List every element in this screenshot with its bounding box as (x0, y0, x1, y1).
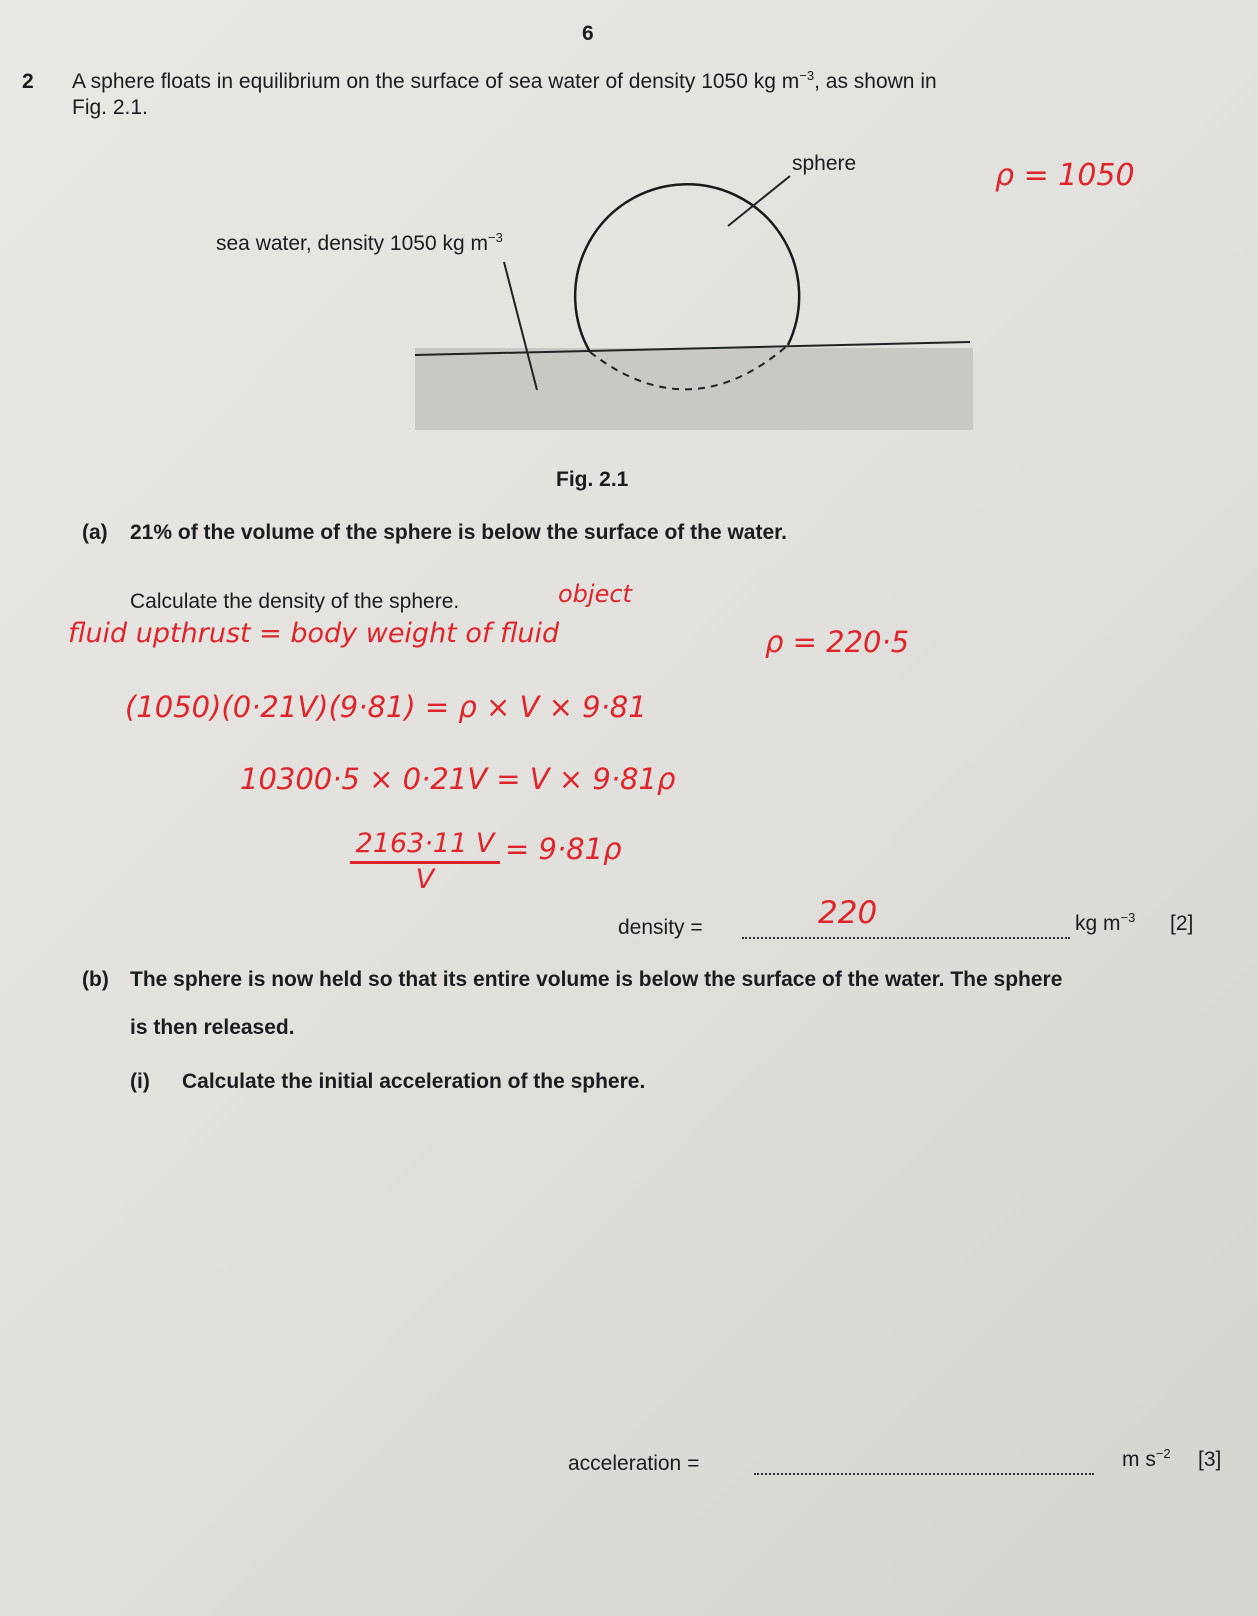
part-a-label: (a) (82, 521, 108, 544)
acceleration-unit (1122, 1448, 1171, 1472)
acceleration-answer-line[interactable] (754, 1471, 1094, 1475)
acceleration-answer-label: acceleration = (568, 1452, 700, 1475)
density-unit-exp: −3 (1120, 910, 1136, 925)
handwritten-line2: (1050)(0·21V)(9·81) = ρ × V × 9·81 (125, 690, 647, 724)
intro-text: A sphere floats in equilibrium on the surface of sea water of density (72, 70, 696, 93)
acceleration-unit-text: m s (1122, 1448, 1156, 1471)
figure-2-1 (0, 0, 1258, 460)
question-intro-line2: Fig. 2.1. (72, 96, 148, 119)
intro-density-exp: −3 (799, 68, 815, 83)
handwritten-line3: 10300·5 × 0·21V = V × 9·81ρ (240, 762, 676, 796)
sphere-label: sphere (792, 152, 857, 175)
handwritten-line4-rhs: = 9·81ρ (505, 832, 622, 866)
fraction-denominator: V (415, 864, 435, 895)
part-a-statement: 21% of the volume of the sphere is below the surface of the water. (130, 521, 787, 544)
sea-water-region (415, 348, 973, 430)
sea-water-label-exp: −3 (488, 230, 503, 245)
page-number: 6 (582, 22, 594, 45)
density-answer-label: density = (618, 916, 703, 939)
sea-water-label (216, 232, 503, 256)
part-a-instruction: Calculate the density of the sphere. (130, 590, 460, 613)
part-b-statement-line2: is then released. (130, 1016, 295, 1039)
handwritten-object: object (558, 580, 632, 608)
part-b-i-label: (i) (130, 1070, 150, 1093)
handwritten-line1: fluid upthrust = body weight of fluid (68, 618, 560, 649)
part-b-i-marks: [3] (1198, 1448, 1222, 1471)
acceleration-unit-exp: −2 (1155, 1446, 1171, 1461)
fraction-numerator: 2163·11 V (350, 828, 500, 864)
handwritten-fraction (350, 828, 500, 895)
density-answer-value: 220 (818, 895, 878, 931)
part-b-i-text: Calculate the initial acceleration of the sphere. (182, 1070, 646, 1093)
figure-caption: Fig. 2.1 (556, 468, 629, 491)
handwritten-rho-result: ρ = 220·5 (765, 625, 910, 659)
part-a-marks: [2] (1170, 912, 1194, 935)
sphere-outline (575, 184, 799, 352)
part-b-label: (b) (82, 968, 109, 991)
sea-water-label-text: sea water, density 1050 kg m (216, 232, 488, 255)
part-b-statement-line1: The sphere is now held so that its entire volume is below the surface of the water. The sphere (130, 968, 1063, 991)
intro-text-post: , as shown in (814, 70, 937, 93)
density-unit-text: kg m (1075, 912, 1121, 935)
density-unit (1075, 912, 1135, 936)
question-number: 2 (22, 70, 34, 93)
sphere-label-leader (728, 176, 790, 226)
intro-density-value: 1050 kg m (701, 70, 800, 93)
density-answer-line[interactable] (742, 935, 1070, 939)
handwritten-density-note: ρ = 1050 (995, 158, 1135, 193)
